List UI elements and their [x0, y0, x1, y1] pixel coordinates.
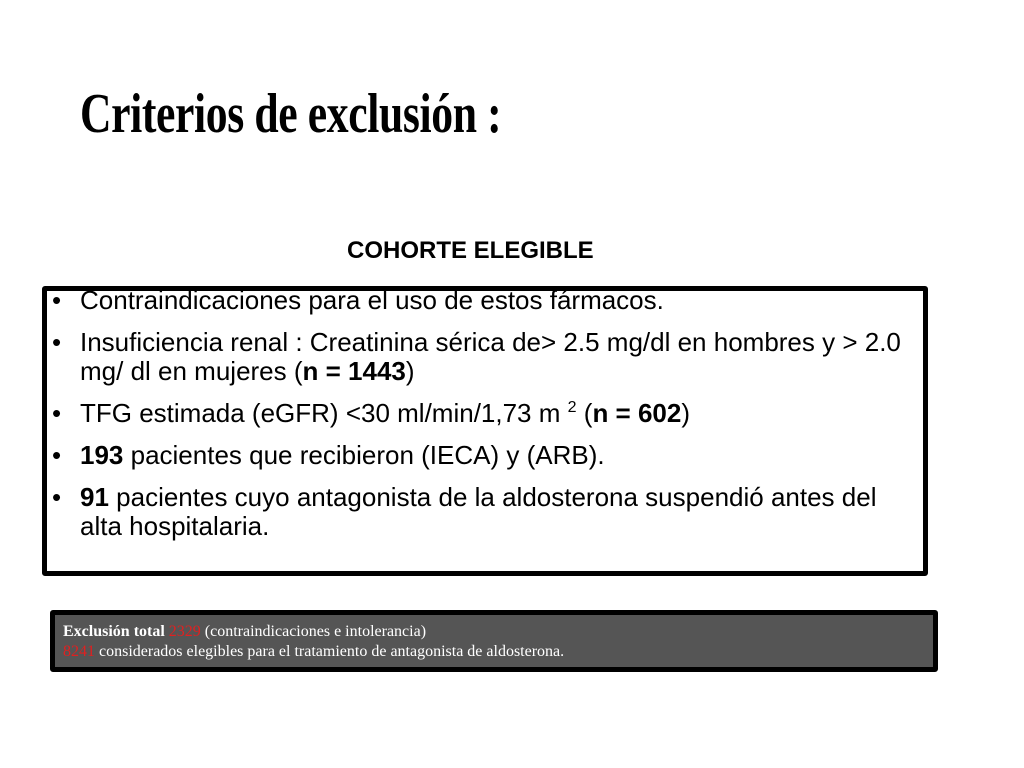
- criteria-mid: (: [576, 398, 593, 428]
- slide-title: Criterios de exclusión :: [80, 83, 502, 145]
- criteria-text: pacientes que recibieron (IECA) y (ARB).: [123, 440, 605, 470]
- criteria-text: TFG estimada (eGFR) <30 ml/min/1,73 m: [80, 398, 568, 428]
- summary-line-eligible: [63, 642, 925, 662]
- criteria-item: [50, 441, 910, 470]
- summary-label: Exclusión total: [63, 623, 165, 640]
- n-count: n = 1443: [302, 356, 406, 386]
- criteria-text: Insuficiencia renal : Creatinina sérica de> 2.5 mg/dl en hombres y > 2.0 mg/ dl en mujeres (: [80, 327, 901, 386]
- summary-line-exclusion: [63, 622, 925, 642]
- summary-text: considerados elegibles para el tratamiento de antagonista de aldosterona.: [95, 643, 565, 660]
- criteria-suffix: ): [405, 356, 415, 386]
- criteria-text: pacientes cuyo antagonista de la aldosterona suspendió antes del alta hospitalaria.: [80, 482, 877, 541]
- patient-count: 91: [80, 482, 109, 512]
- criteria-item: [50, 483, 910, 541]
- criteria-item: [50, 286, 910, 315]
- eligible-count: 8241: [63, 643, 95, 660]
- cohort-subtitle: COHORTE ELEGIBLE: [347, 237, 594, 264]
- summary-box: [50, 610, 938, 672]
- criteria-text: Contraindicaciones para el uso de estos fármacos.: [80, 285, 664, 315]
- patient-count: 193: [80, 440, 124, 470]
- criteria-item: [50, 328, 910, 386]
- criteria-list: [50, 286, 910, 554]
- criteria-suffix: ): [681, 398, 691, 428]
- excluded-count: 2329: [168, 623, 201, 640]
- superscript: 2: [567, 399, 577, 416]
- criteria-item: [50, 399, 910, 428]
- n-count: n = 602: [592, 398, 682, 428]
- summary-text: (contraindicaciones e intolerancia): [200, 623, 427, 640]
